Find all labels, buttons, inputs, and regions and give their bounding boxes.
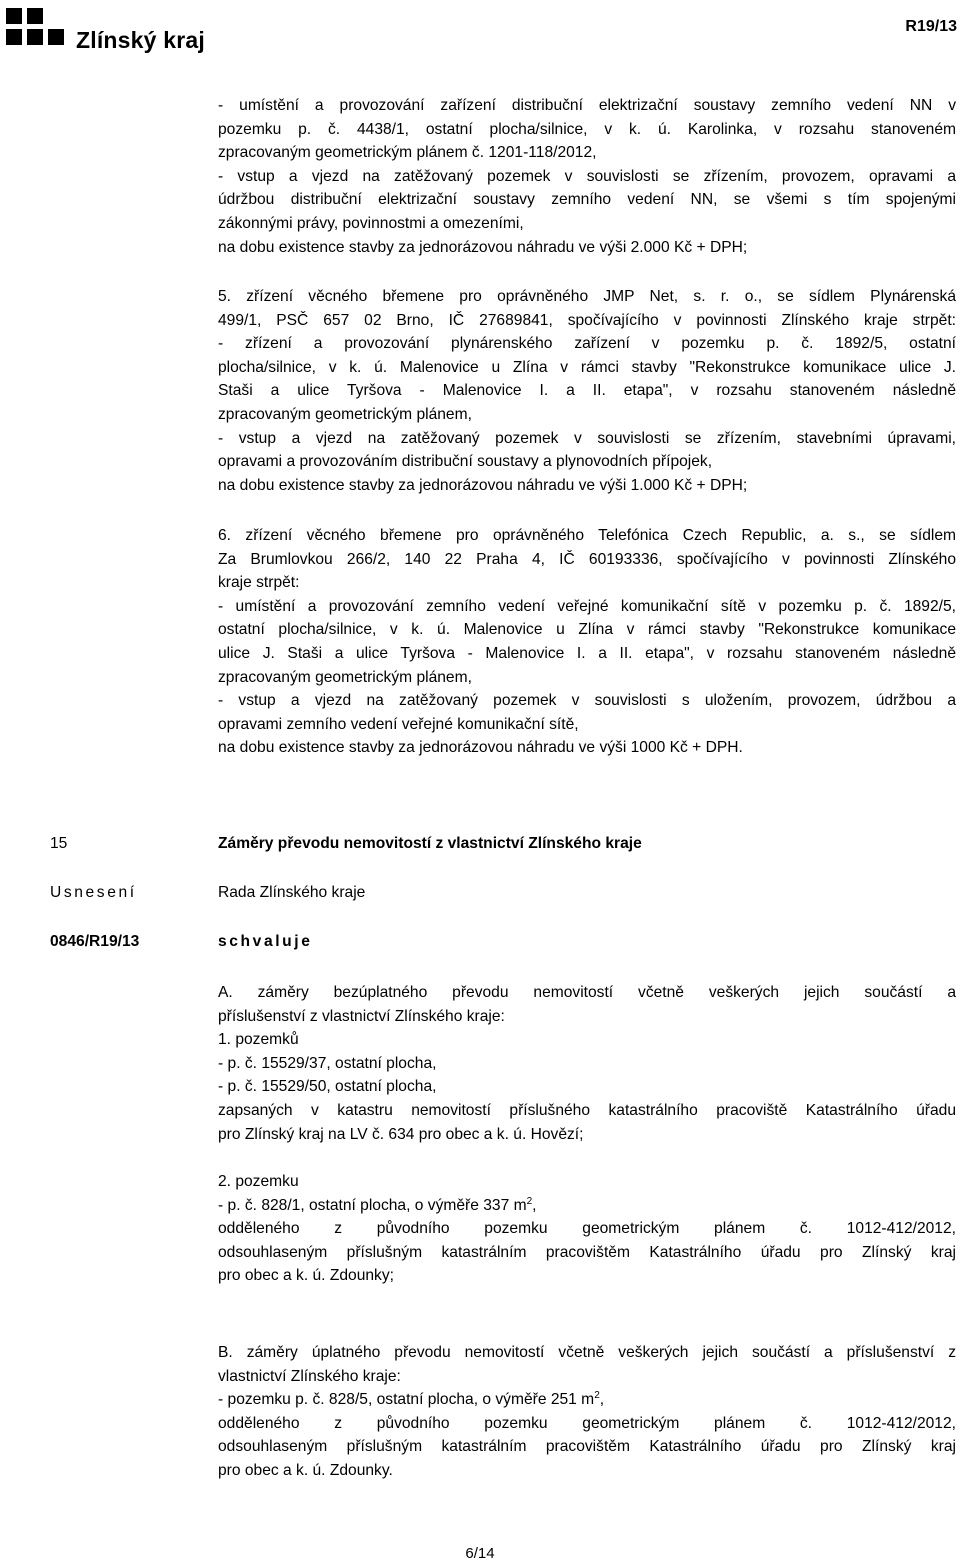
zlinsky-kraj-logo — [6, 8, 205, 54]
area-text: - pozemku p. č. 828/5, ostatní plocha, o výměře 251 m — [218, 1391, 595, 1409]
area-unit-superscript: 2 — [594, 1390, 600, 1402]
text-line: plocha/silnice, v k. ú. Malenovice u Zlína v rámci stavby "Rekonstrukce komunikace ulice J. — [218, 358, 956, 376]
text-line: údržbou distribuční elektrizační soustavy zemního vedení NN, se všemi s tím spojenými — [218, 191, 956, 209]
text-line: 6. zřízení věcného břemene pro oprávněného Telefónica Czech Republic, a. s., se sídlem — [218, 527, 956, 544]
text-line: - zřízení a provozování plynárenského zařízení v pozemku p. č. 1892/5, ostatní — [218, 335, 956, 353]
area-text: - p. č. 828/1, ostatní plocha, o výměře 337 m — [218, 1196, 527, 1214]
text-line: na dobu existence stavby za jednorázovou náhradu ve výši 2.000 Kč + DPH; — [218, 238, 748, 256]
item-6 — [218, 524, 956, 760]
text-line: pro obec a k. ú. Zdounky; — [218, 1267, 394, 1285]
section-title: Záměry převodu nemovitostí z vlastnictví Zlínského kraje — [218, 835, 642, 852]
usneseni-label: Usnesení — [50, 884, 137, 901]
text-line: Za Brumlovkou 266/2, 140 22 Praha 4, IČ 60193336, spočívajícího v povinnosti Zlínského — [218, 550, 956, 568]
area-text-end: , — [532, 1196, 537, 1214]
page-number: 6/14 — [465, 1545, 495, 1562]
text-line: zpracovaným geometrickým plánem č. 1201-118/2012, — [218, 144, 597, 162]
text-line: odsouhlaseným příslušným katastrálním pracovištěm Katastrálního úřadu pro Zlínský kraj — [218, 1243, 956, 1261]
text-line: 2. pozemku — [218, 1173, 299, 1190]
text-line: opravami a provozováním distribuční soustavy a plynovodních přípojek, — [218, 453, 713, 471]
text-line: ulice J. Staši a ulice Tyršova - Malenovice I. a II. etapa", v rozsahu stanoveném následně — [218, 644, 956, 662]
item-5 — [218, 285, 956, 497]
text-line: 499/1, PSČ 657 02 Brno, IČ 27689841, spočívajícího v povinnosti Zlínského kraje strpět: — [218, 311, 956, 329]
part-a — [218, 981, 956, 1146]
text-line: kraje strpět: — [218, 574, 300, 592]
text-line — [218, 1388, 956, 1412]
text-line: - p. č. 15529/50, ostatní plocha, — [218, 1078, 437, 1096]
text-line: Staši a ulice Tyršova - Malenovice I. a II. etapa", v rozsahu stanoveném následně — [218, 382, 956, 400]
text-line: 1. pozemků — [218, 1031, 299, 1049]
text-line: odsouhlaseným příslušným katastrálním pracovištěm Katastrálního úřadu pro Zlínský kraj — [218, 1438, 956, 1456]
logo-square-icon — [27, 29, 43, 45]
text-line: - umístění a provozování zemního vedení veřejné komunikační sítě v pozemku p. č. 1892/5, — [218, 597, 956, 615]
logo-square-icon — [27, 8, 43, 24]
text-line: zpracovaným geometrickým plánem, — [218, 668, 472, 686]
area-unit-superscript: 2 — [526, 1195, 533, 1207]
text-line: B. záměry úplatného převodu nemovitostí včetně veškerých jejich součástí a příslušenství z — [218, 1344, 956, 1361]
text-line: ostatní plocha/silnice, v k. ú. Malenovice u Zlína v rámci stavby "Rekonstrukce komunikace — [218, 621, 956, 639]
text-line: pozemku p. č. 4438/1, ostatní plocha/silnice, v k. ú. Karolinka, v rozsahu stanoveném — [218, 120, 956, 138]
text-line: - p. č. 15529/37, ostatní plocha, — [218, 1054, 437, 1072]
text-line: na dobu existence stavby za jednorázovou náhradu ve výši 1.000 Kč + DPH; — [218, 476, 748, 494]
text-line: zapsaných v katastru nemovitostí příslušného katastrálního pracoviště Katastrálního úřadu — [218, 1101, 956, 1119]
resolution-body: Rada Zlínského kraje — [218, 884, 366, 901]
text-line: 5. zřízení věcného břemene pro oprávněného JMP Net, s. r. o., se sídlem Plynárenská — [218, 288, 956, 305]
logo-square-icon — [6, 29, 22, 45]
text-line: odděleného z původního pozemku geometrickým plánem č. 1012-412/2012, — [218, 1220, 956, 1238]
resolution-verb: schvaluje — [218, 933, 313, 950]
area-text-end: , — [599, 1391, 605, 1409]
text-line: - vstup a vjezd na zatěžovaný pozemek v souvislosti s uložením, provozem, údržbou a — [218, 692, 956, 710]
text-line: opravami zemního vedení veřejné komunikační sítě, — [218, 715, 579, 733]
logo-square-icon — [6, 8, 22, 24]
logo-text: Zlínský kraj — [76, 27, 205, 53]
text-line: - vstup a vjezd na zatěžovaný pozemek v souvislosti se zřízením, provozem, opravami a — [218, 167, 956, 185]
text-line: na dobu existence stavby za jednorázovou náhradu ve výši 1000 Kč + DPH. — [218, 739, 743, 757]
text-line: - umístění a provozování zařízení distribuční elektrizační soustavy zemního vedení NN v — [218, 97, 956, 114]
section-number: 15 — [50, 835, 68, 852]
text-line: vlastnictví Zlínského kraje: — [218, 1367, 401, 1385]
text-line: A. záměry bezúplatného převodu nemovitostí včetně veškerých jejich součástí a — [218, 984, 956, 1001]
text-line: pro Zlínský kraj na LV č. 634 pro obec a k. ú. Hovězí; — [218, 1125, 584, 1143]
text-line: zpracovaným geometrickým plánem, — [218, 405, 472, 423]
part-a-sub-2 — [218, 1170, 956, 1288]
top-block — [218, 94, 956, 259]
logo-square-icon — [48, 29, 64, 45]
text-line: odděleného z původního pozemku geometrickým plánem č. 1012-412/2012, — [218, 1414, 956, 1432]
text-line: zákonnými právy, povinnostmi a omezeními, — [218, 214, 524, 232]
text-line: příslušenství z vlastnictví Zlínského kraje: — [218, 1007, 505, 1025]
text-line: pro obec a k. ú. Zdounky. — [218, 1461, 393, 1479]
resolution-code: 0846/R19/13 — [50, 933, 140, 950]
part-b — [218, 1341, 956, 1483]
text-line — [218, 1194, 956, 1218]
document-id: R19/13 — [905, 18, 957, 35]
text-line: - vstup a vjezd na zatěžovaný pozemek v souvislosti se zřízením, stavebními úpravami, — [218, 429, 956, 447]
